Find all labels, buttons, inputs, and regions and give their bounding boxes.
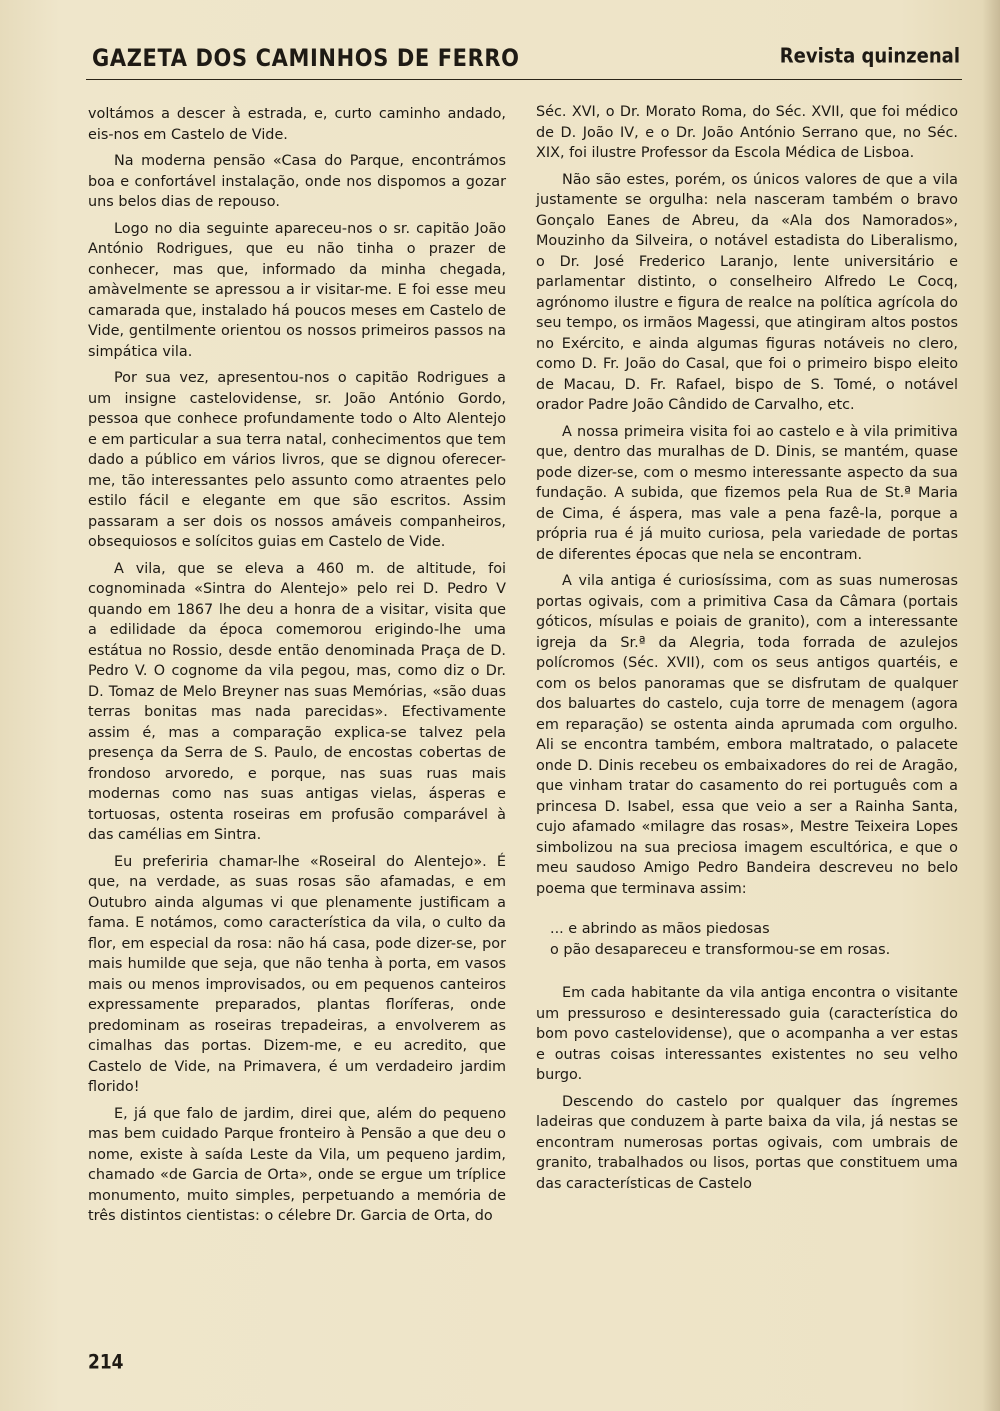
right-column (536, 102, 958, 1200)
paragraph: Por sua vez, apresentou-nos o capitão Rodrigues a um insigne castelovidense, sr. João António Gordo, pessoa que conhece profundamente todo o Alto Alentejo e em particular a sua terra natal, conhecimentos que tem dado a público em vários livros, que se dignou oferecer-me, tão interessantes pelo assunto como atraentes pelo estilo fácil e elegante em que são escritos. Assim passaram a ser dois os nossos amáveis companheiros, obsequiosos e solícitos guias em Castelo de Vide. (88, 370, 506, 550)
header-rule (86, 79, 962, 80)
poem-quote (550, 919, 958, 961)
journal-subtitle: Revista quinzenal (779, 44, 960, 69)
paragraph: A nossa primeira visita foi ao castelo e à vila primitiva que, dentro das muralhas de D. Dinis, se mantém, quase pode dizer-se, com o mesmo interessante aspecto da sua fundação. A subida, que fizemos pela Rua de St.ª Maria de Cima, é áspera, mas vale a pena fazê-la, porque a própria rua é já muito curiosa, pela variedade de portas de diferentes épocas que nela se encontram. (536, 423, 958, 563)
paragraph: Séc. XVI, o Dr. Morato Roma, do Séc. XVII, que foi médico de D. João IV, e o Dr. João António Serrano que, no Séc. XIX, foi ilustre Professor da Escola Médica de Lisboa. (536, 104, 958, 161)
paragraph: Descendo do castelo por qualquer das íngremes ladeiras que conduzem à parte baixa da vila, já nestas se encontram numerosas portas ogivais, com umbrais de granito, trabalhados ou lisos, portas que constituem uma das características de Castelo (536, 1093, 958, 1192)
paragraph: Eu preferiria chamar-lhe «Roseiral do Alentejo». É que, na verdade, as suas rosas são afamadas, e em Outubro ainda algumas vi que plenamente justificam a fama. E notámos, como característica da vila, o culto da flor, em especial da rosa: não há casa, pode dizer-se, por mais humilde que seja, que não tenha à porta, em vasos mais ou menos improvisados, ou em pequenos canteiros expressamente preparados, plantas floríferas, onde predominam as roseiras trepadeiras, a envolverem as cimalhas das portas. Dizem-me, e eu acredito, que Castelo de Vide, na Primavera, é um verdadeiro jardim florido! (88, 853, 506, 1095)
page-edge-shadow (982, 0, 1000, 1411)
page-number: 214 (88, 1351, 124, 1374)
paragraph: voltámos a descer à estrada, e, curto caminho andado, eis-nos em Castelo de Vide. (88, 106, 506, 143)
left-column (88, 104, 506, 1233)
paragraph: Na moderna pensão «Casa do Parque, encontrámos boa e confortável instalação, onde nos dispomos a gozar uns belos dias de repouso. (88, 153, 506, 210)
paragraph: Não são estes, porém, os únicos valores de que a vila justamente se orgulha: nela nasceram também o bravo Gonçalo Eanes de Abreu, da «Ala dos Namorados», Mouzinho da Silveira, o notável estadista do Liberalismo, o Dr. José Frederico Laranjo, lente universitário e parlamentar distinto, o conselheiro Alfredo Le Cocq, agrónomo ilustre e figura de realce na política agrícola do seu tempo, os irmãos Magessi, que atingiram altos postos no Exército, e ainda algumas figuras notáveis no clero, como D. Fr. João do Casal, que foi o primeiro bispo eleito de Macau, D. Fr. Rafael, bispo de S. Tomé, o notável orador Padre João Cândido de Carvalho, etc. (536, 171, 958, 413)
journal-title: GAZETA DOS CAMINHOS DE FERRO (92, 44, 520, 72)
paragraph: A vila, que se eleva a 460 m. de altitude, foi cognominada «Sintra do Alentejo» pelo rei D. Pedro V quando em 1867 lhe deu a honra de a visitar, visita que a edilidade da época comemorou erigindo-lhe uma estátua no Rossio, desde então denominada Praça de D. Pedro V. O cognome da vila pegou, mas, como diz o Dr. D. Tomaz de Melo Breyner nas suas Memórias, «são duas terras bonitas mas nada parecidas». Efectivamente assim é, mas a comparação explica-se talvez pela presença da Serra de S. Paulo, de encostas cobertas de frondoso arvoredo, e porque, nas suas ruas mais modernas como nas suas antigas vielas, ásperas e tortuosas, ostenta roseiras em profusão comparável à das camélias em Sintra. (88, 560, 506, 843)
paragraph: Em cada habitante da vila antiga encontra o visitante um pressuroso e desinteressado guia (característica do bom povo castelovidense), que o acompanha a ver estas e outras coisas interessantes existentes no seu velho burgo. (536, 985, 958, 1083)
poem-line: o pão desapareceu e transformou-se em rosas. (550, 942, 891, 958)
paragraph: Logo no dia seguinte apareceu-nos o sr. capitão João António Rodrigues, que eu não tinha o prazer de conhecer, mas que, informado da minha chegada, amàvelmente se apressou a ir visitar-me. E foi esse meu camarada que, instalado há poucos meses em Castelo de Vide, gentilmente orientou os nossos primeiros passos na simpática vila. (88, 220, 506, 360)
paragraph: A vila antiga é curiosíssima, com as suas numerosas portas ogivais, com a primitiva Casa da Câmara (portais góticos, mísulas e poiais de granito), com a interessante igreja da Sr.ª da Alegria, toda forrada de azulejos polícromos (Séc. XVII), com os seus antigos quartéis, e com os belos panoramas que se disfrutam de qualquer dos baluartes do castelo, cuja torre de menagem (agora em reparação) se ostenta ainda aprumada com orgulho. Ali se encontra também, embora maltratado, o palacete onde D. Dinis recebeu os embaixadores do rei de Aragão, que vinham tratar do casamento do rei português com a princesa D. Isabel, essa que veio a ser a Rainha Santa, cujo afamado «milagre das rosas», Mestre Teixeira Lopes simbolizou na sua preciosa imagem escultórica, e que o meu saudoso Amigo Pedro Bandeira descreveu no belo poema que terminava assim: (536, 573, 958, 897)
running-header (92, 44, 960, 74)
paragraph: E, já que falo de jardim, direi que, além do pequeno mas bem cuidado Parque fronteiro à Pensão a que deu o nome, existe à saída Leste da Vila, um pequeno jardim, chamado «de Garcia de Orta», onde se ergue um tríplice monumento, muito simples, perpetuando a memória de três distintos cientistas: o célebre Dr. Garcia de Orta, do (88, 1105, 506, 1224)
poem-line: ... e abrindo as mãos piedosas (550, 921, 770, 937)
